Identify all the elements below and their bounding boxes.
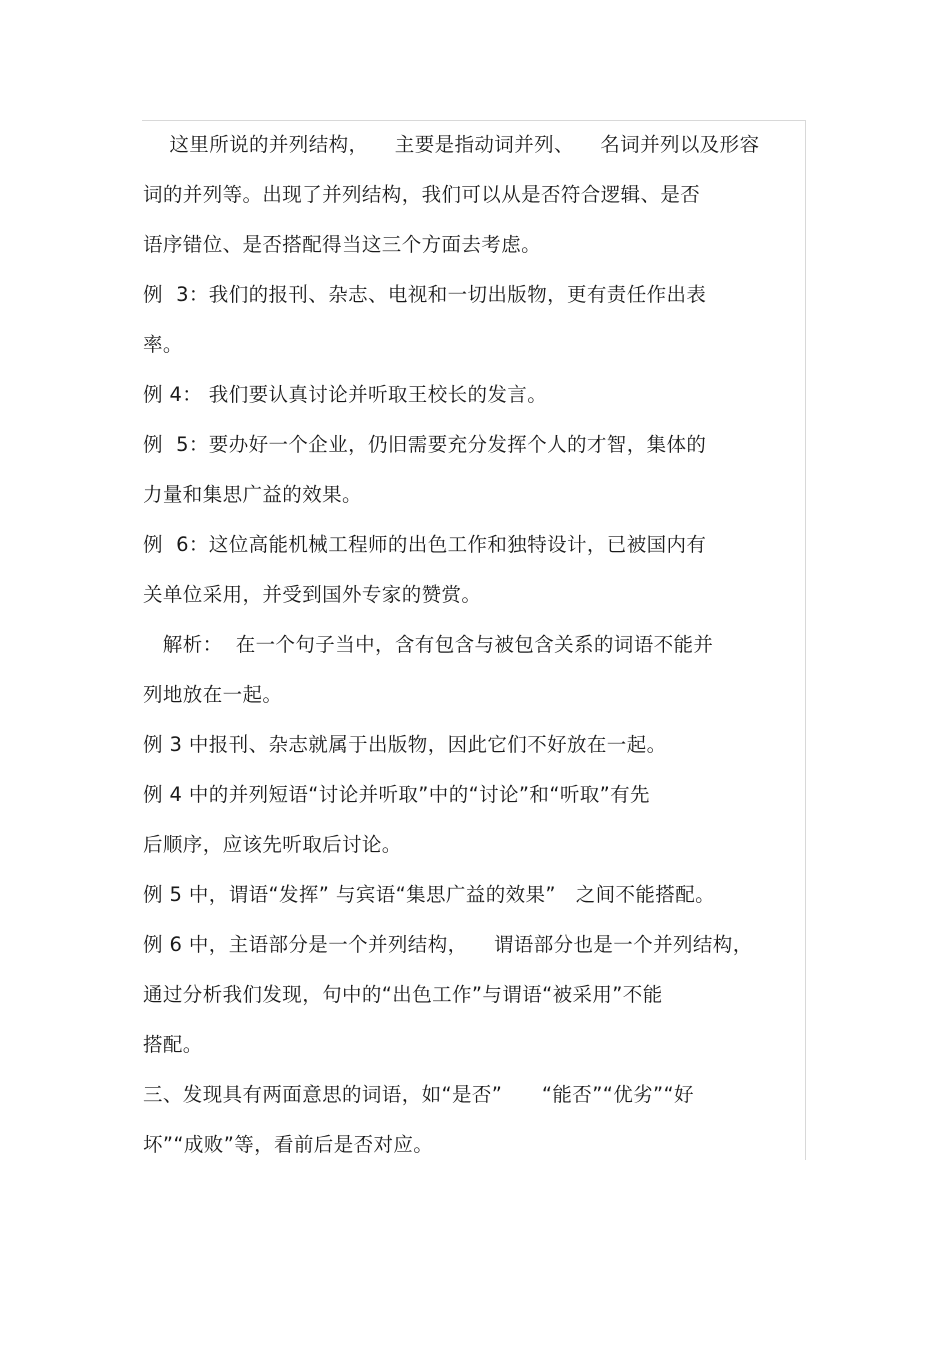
example-5-line-1: 例 5：要办好一个企业，仍旧需要充分发挥个人的才智，集体的 [143, 433, 707, 456]
analysis-line-1: 解析： 在一个句子当中，含有包含与被包含关系的词语不能并 [143, 633, 714, 656]
example-6-line-2: 关单位采用，并受到国外专家的赞赏。 [143, 583, 482, 606]
example-4-line: 例 4： 我们要认真讨论并听取王校长的发言。 [143, 383, 548, 406]
section-three-line-1: 三、发现具有两面意思的词语，如“是否” “能否”“优劣”“好 [143, 1083, 694, 1106]
analysis-example-6-line-2: 通过分析我们发现，句中的“出色工作”与谓语“被采用”不能 [143, 983, 663, 1006]
analysis-example-6-line-3: 搭配。 [143, 1033, 203, 1056]
analysis-example-5: 例 5 中，谓语“发挥” 与宾语“集思广益的效果” 之间不能搭配。 [143, 883, 716, 906]
analysis-example-6-line-1: 例 6 中，主语部分是一个并列结构， 谓语部分也是一个并列结构， [143, 933, 753, 956]
paragraph-line-2: 词的并列等。出现了并列结构，我们可以从是否符合逻辑、是否 [143, 183, 701, 206]
paragraph-line-3: 语序错位、是否搭配得当这三个方面去考虑。 [143, 233, 542, 256]
analysis-example-4-line-1: 例 4 中的并列短语“讨论并听取”中的“讨论”和“听取”有先 [143, 783, 650, 806]
example-3-line-1: 例 3：我们的报刊、杂志、电视和一切出版物，更有责任作出表 [143, 283, 707, 306]
document-body [143, 120, 823, 1170]
analysis-example-3: 例 3 中报刊、杂志就属于出版物，因此它们不好放在一起。 [143, 733, 667, 756]
section-three-line-2: 坏”“成败”等，看前后是否对应。 [143, 1133, 434, 1156]
paragraph-line-1: 这里所说的并列结构， 主要是指动词并列、 名词并列以及形容 [143, 133, 760, 156]
analysis-line-2: 列地放在一起。 [143, 683, 283, 706]
example-5-line-2: 力量和集思广益的效果。 [143, 483, 362, 506]
analysis-example-4-line-2: 后顺序，应该先听取后讨论。 [143, 833, 402, 856]
example-3-line-2: 率。 [143, 333, 183, 356]
example-6-line-1: 例 6：这位高能机械工程师的出色工作和独特设计，已被国内有 [143, 533, 707, 556]
